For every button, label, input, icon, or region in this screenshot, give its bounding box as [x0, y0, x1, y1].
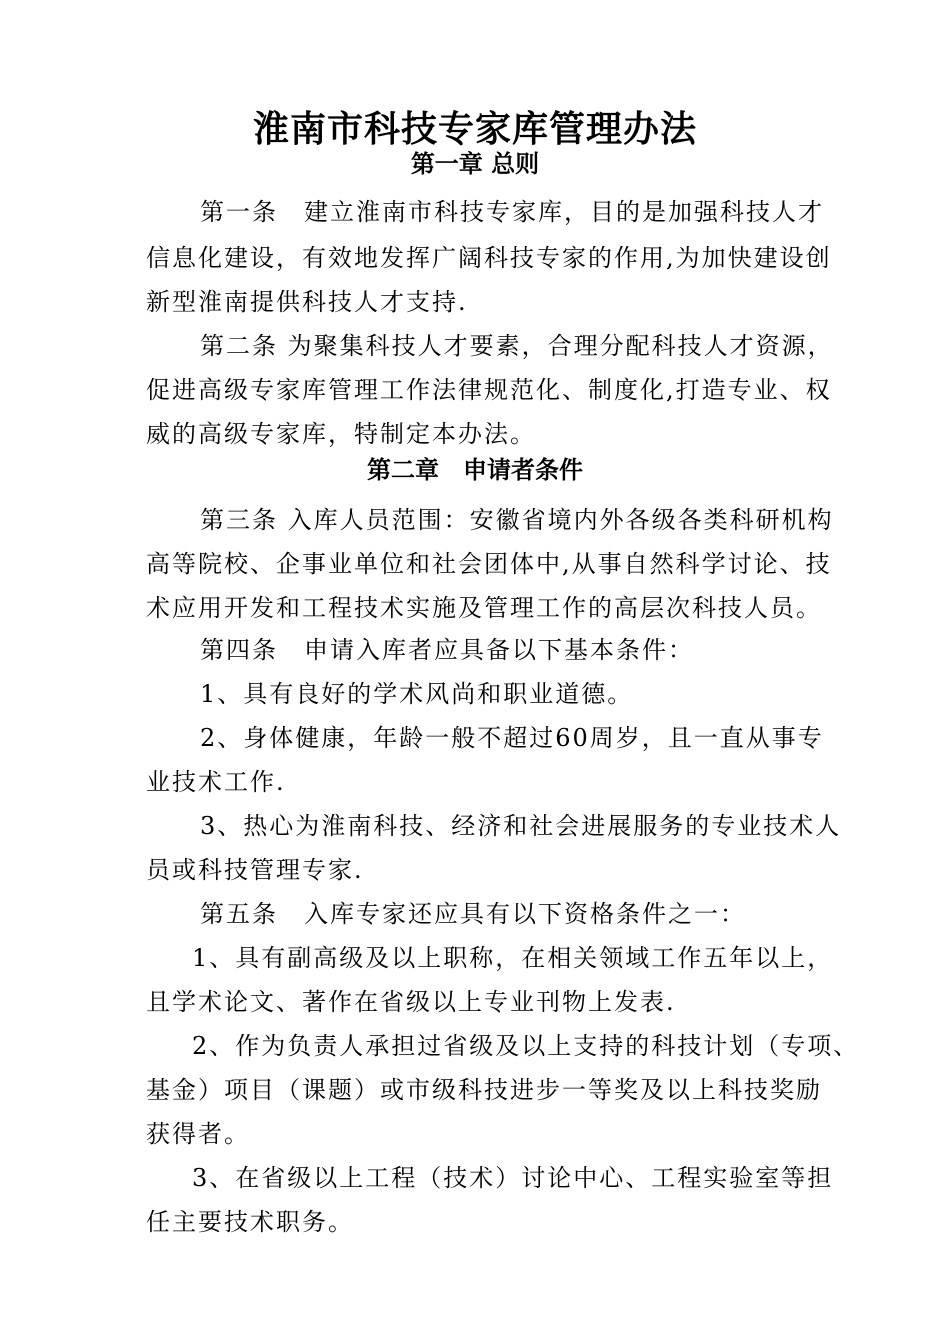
article-2-line-3: 威的高级专家库，特制定本办法。	[146, 420, 536, 448]
article-5-item-1-line-1: 1、具有副高级及以上职称，在相关领域工作五年以上，	[192, 944, 834, 972]
article-3-line-3: 术应用开发和工程技术实施及管理工作的高层次科技人员。	[146, 594, 822, 622]
document-title: 淮南市科技专家库管理办法	[252, 108, 697, 150]
article-5-item-2-line-2: 基金）项目（课题）或市级科技进步一等奖及以上科技奖励	[146, 1076, 822, 1104]
article-1-line-2: 信息化建设，有效地发挥广阔科技专家的作用,为加快建设创	[146, 244, 832, 272]
article-4-line-1: 第四条 申请入库者应具备以下基本条件：	[200, 636, 694, 664]
article-5-item-2-line-1: 2、作为负责人承担过省级及以上支持的科技计划（专项、	[192, 1032, 860, 1060]
article-3-line-2: 高等院校、企事业单位和社会团体中,从事自然科学讨论、技	[146, 550, 832, 578]
article-1-line-3: 新型淮南提供科技人才支持.	[146, 288, 468, 316]
article-3-line-1: 第三条 入库人员范围：安徽省境内外各级各类科研机构	[200, 506, 834, 534]
chapter-heading-2: 第二章 申请者条件	[367, 456, 583, 484]
article-4-item-3-line-1: 3、热心为淮南科技、经济和社会进展服务的专业技术人	[200, 812, 842, 840]
article-2-line-2: 促进高级专家库管理工作法律规范化、制度化,打造专业、权	[146, 376, 832, 404]
chapter-heading-1: 第一章 总则	[410, 150, 540, 178]
article-5-item-2-line-3: 获得者。	[146, 1120, 250, 1148]
article-5-item-1-line-2: 且学术论文、著作在省级以上专业刊物上发表.	[146, 988, 676, 1016]
article-2-line-1: 第二条 为聚集科技人才要素，合理分配科技人才资源，	[200, 332, 834, 360]
article-5-item-3-line-2: 任主要技术职务。	[146, 1208, 354, 1236]
article-4-item-2-line-1: 2、身体健康，年龄一般不超过60周岁，且一直从事专	[200, 724, 824, 752]
article-4-item-2-line-2: 业技术工作.	[146, 768, 286, 796]
article-5-line-1: 第五条 入库专家还应具有以下资格条件之一：	[200, 900, 746, 928]
article-4-item-1: 1、具有良好的学术风尚和职业道德。	[200, 680, 634, 708]
article-4-item-3-line-2: 员或科技管理专家.	[146, 856, 364, 884]
article-1-line-1: 第一条 建立淮南市科技专家库，目的是加强科技人才	[200, 198, 824, 226]
article-5-item-3-line-1: 3、在省级以上工程（技术）讨论中心、工程实验室等担	[192, 1164, 834, 1192]
